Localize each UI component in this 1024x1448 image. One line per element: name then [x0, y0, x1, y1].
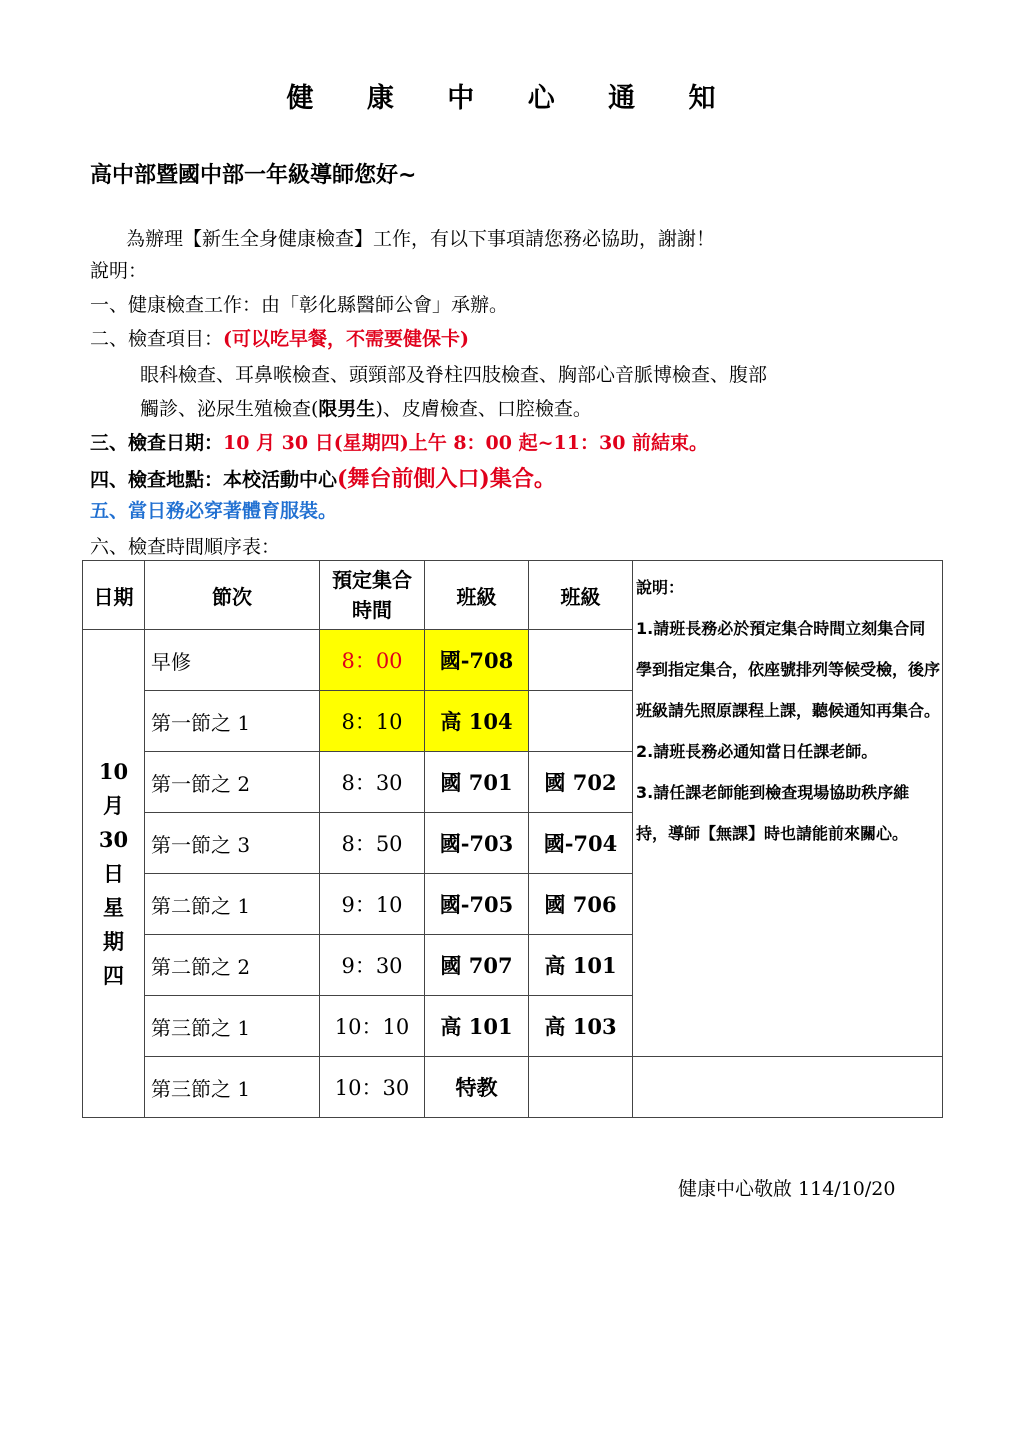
class1-cell: 國-703 — [425, 813, 529, 874]
time-cell: 8：00 — [320, 630, 425, 691]
period-cell: 第一節之 3 — [145, 813, 320, 874]
item-six: 六、檢查時間順序表： — [90, 536, 281, 558]
class2-cell: 高 103 — [529, 996, 633, 1057]
header-time-line1: 預定集合 — [332, 568, 412, 592]
note-2: 2.請班長務必通知當日任課老師。 — [636, 742, 878, 761]
header-class1: 班級 — [425, 561, 529, 630]
class2-cell: 國-704 — [529, 813, 633, 874]
table-header-row — [83, 561, 943, 630]
date-char: 四 — [103, 962, 124, 988]
header-time-line2: 時間 — [352, 598, 392, 622]
item-two-line2-a: 觸診、泌尿生殖檢查( — [140, 398, 319, 420]
time-cell: 9：30 — [320, 935, 425, 996]
class2-cell: 高 101 — [529, 935, 633, 996]
note-label: 說明： — [90, 260, 148, 282]
notes-cell — [633, 561, 943, 1057]
period-cell: 第二節之 1 — [145, 874, 320, 935]
note-1-bold: 預定集合時間 — [749, 619, 846, 638]
item-four-prefix: 四、檢查地點：本校活動中心 — [90, 469, 338, 491]
notes-empty-cell — [633, 1057, 943, 1118]
notes-label: 說明： — [636, 578, 685, 597]
note-1-b: 立刻集合同學到指定集合，依座號排列等候受檢，後序班級請先照原課程上課，聽候通知再集合。 — [636, 619, 941, 720]
class1-cell: 國-708 — [425, 630, 529, 691]
note-1-a: 1.請班長務必於 — [636, 619, 750, 638]
class1-cell: 高 101 — [425, 996, 529, 1057]
date-char: 月 — [103, 792, 124, 818]
date-char: 日 — [103, 860, 124, 886]
time-cell: 10：30 — [320, 1057, 425, 1118]
period-cell: 第二節之 2 — [145, 935, 320, 996]
time-cell: 8：50 — [320, 813, 425, 874]
item-two-red-note: (可以吃早餐，不需要健保卡) — [223, 328, 469, 350]
header-period: 節次 — [145, 561, 320, 630]
page-title: 健 康 中 心 通 知 — [286, 83, 738, 114]
class2-cell: 國 706 — [529, 874, 633, 935]
item-four-location: (舞台前側入口)集合。 — [337, 466, 556, 492]
time-cell: 8：30 — [320, 752, 425, 813]
time-cell: 9：10 — [320, 874, 425, 935]
item-three-date: 10 月 30 日(星期四)上午 8：00 起~11：30 前結束。 — [223, 432, 709, 454]
header-time — [320, 561, 425, 630]
class2-cell — [529, 1057, 633, 1118]
item-four — [90, 462, 556, 493]
date-char: 30 — [98, 826, 129, 852]
table-row — [83, 1057, 943, 1118]
footer-signature: 健康中心敬啟 114/10/20 — [678, 1178, 896, 1200]
header-date: 日期 — [83, 561, 145, 630]
class2-cell — [529, 691, 633, 752]
period-cell: 第三節之 1 — [145, 1057, 320, 1118]
class2-cell: 國 702 — [529, 752, 633, 813]
date-char: 期 — [103, 928, 124, 954]
class1-cell: 國-705 — [425, 874, 529, 935]
time-cell: 8：10 — [320, 691, 425, 752]
date-char: 星 — [103, 894, 124, 920]
item-one: 一、健康檢查工作：由「彰化縣醫師公會」承辦。 — [90, 294, 509, 316]
class2-cell — [529, 630, 633, 691]
item-two — [90, 324, 469, 351]
item-two-line2-bold: 限男生 — [318, 398, 376, 420]
intro-paragraph: 為辦理【新生全身健康檢查】工作，有以下事項請您務必協助，謝謝！ — [126, 228, 716, 250]
item-two-line1: 眼科檢查、耳鼻喉檢查、頭頸部及脊柱四肢檢查、胸部心音脈博檢查、腹部 — [140, 364, 768, 386]
period-cell: 早修 — [145, 630, 320, 691]
item-three — [90, 428, 708, 455]
header-class2: 班級 — [529, 561, 633, 630]
class1-cell: 高 104 — [425, 691, 529, 752]
greeting-heading: 高中部暨國中部一年級導師您好~ — [90, 163, 417, 188]
period-cell: 第三節之 1 — [145, 996, 320, 1057]
item-two-line2 — [140, 394, 592, 421]
period-cell: 第一節之 1 — [145, 691, 320, 752]
schedule-table — [82, 560, 943, 1118]
item-two-prefix: 二、檢查項目： — [90, 328, 224, 350]
time-cell: 10：10 — [320, 996, 425, 1057]
class1-cell: 國 707 — [425, 935, 529, 996]
date-char: 10 — [98, 758, 129, 784]
item-two-line2-b: )、皮膚檢查、口腔檢查。 — [375, 398, 592, 420]
class1-cell: 特教 — [425, 1057, 529, 1118]
date-cell — [83, 630, 145, 1118]
item-five: 五、當日務必穿著體育服裝。 — [90, 500, 338, 522]
note-3: 3.請任課老師能到檢查現場協助秩序維持，導師【無課】時也請能前來關心。 — [636, 783, 910, 843]
item-three-prefix: 三、檢查日期： — [90, 432, 224, 454]
class1-cell: 國 701 — [425, 752, 529, 813]
period-cell: 第一節之 2 — [145, 752, 320, 813]
